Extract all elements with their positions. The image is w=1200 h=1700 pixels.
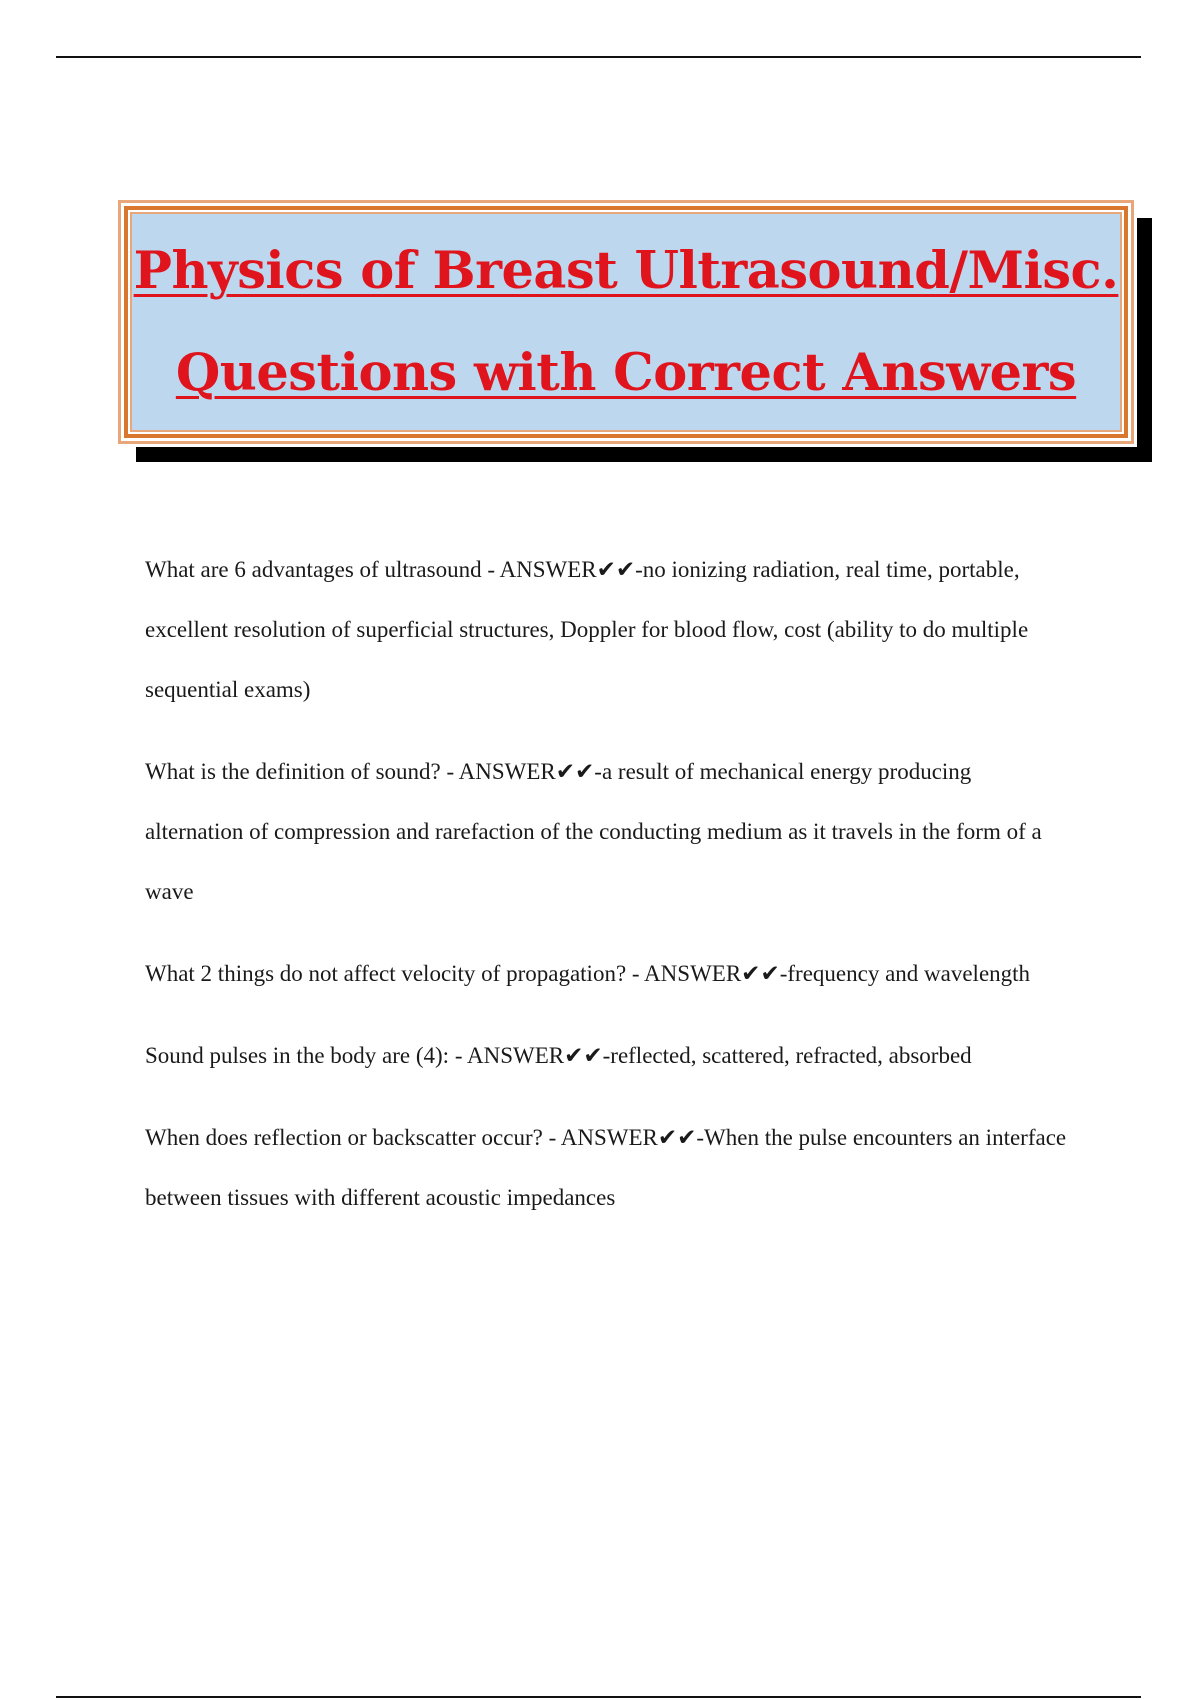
question-text: What 2 things do not affect velocity of propagation?: [145, 961, 627, 986]
qa-list: [145, 540, 1075, 1250]
qa-item: [145, 1108, 1075, 1228]
qa-item: [145, 1026, 1075, 1086]
title-box: [118, 200, 1134, 444]
question-text: When does reflection or backscatter occur?: [145, 1125, 543, 1150]
answer-text: When the pulse encounters an interface between tissues with different acoustic impedances: [145, 1125, 1067, 1210]
answer-marker: - ANSWER✔✔-: [542, 1125, 705, 1150]
top-rule: [56, 56, 1141, 58]
question-text: Sound pulses in the body are (4):: [145, 1043, 450, 1068]
bottom-rule: [56, 1696, 1141, 1698]
answer-text: no ionizing radiation, real time, portable, excellent resolution of superficial structures, Doppler for blood flow, cost (ability to do multiple sequential exams): [145, 557, 1029, 702]
document-title-line-1: Physics of Breast Ultrasound/Misc.: [133, 241, 1119, 301]
answer-text: frequency and wavelength: [787, 961, 1031, 986]
answer-text: reflected, scattered, refracted, absorbed: [610, 1043, 972, 1068]
question-text: What is the definition of sound?: [145, 759, 441, 784]
answer-marker: - ANSWER✔✔-: [626, 961, 788, 986]
answer-marker: - ANSWER✔✔-: [449, 1043, 611, 1068]
answer-marker: - ANSWER✔✔-: [440, 759, 602, 784]
title-banner: [118, 200, 1134, 444]
qa-item: [145, 540, 1075, 720]
qa-item: [145, 944, 1075, 1004]
answer-text: a result of mechanical energy producing alternation of compression and rarefaction of the conducting medium as it travels in the form of a wave: [145, 759, 1042, 904]
question-text: What are 6 advantages of ultrasound: [145, 557, 482, 582]
answer-marker: - ANSWER✔✔-: [481, 557, 643, 582]
document-title-line-2: Questions with Correct Answers: [175, 343, 1077, 403]
qa-item: [145, 742, 1075, 922]
